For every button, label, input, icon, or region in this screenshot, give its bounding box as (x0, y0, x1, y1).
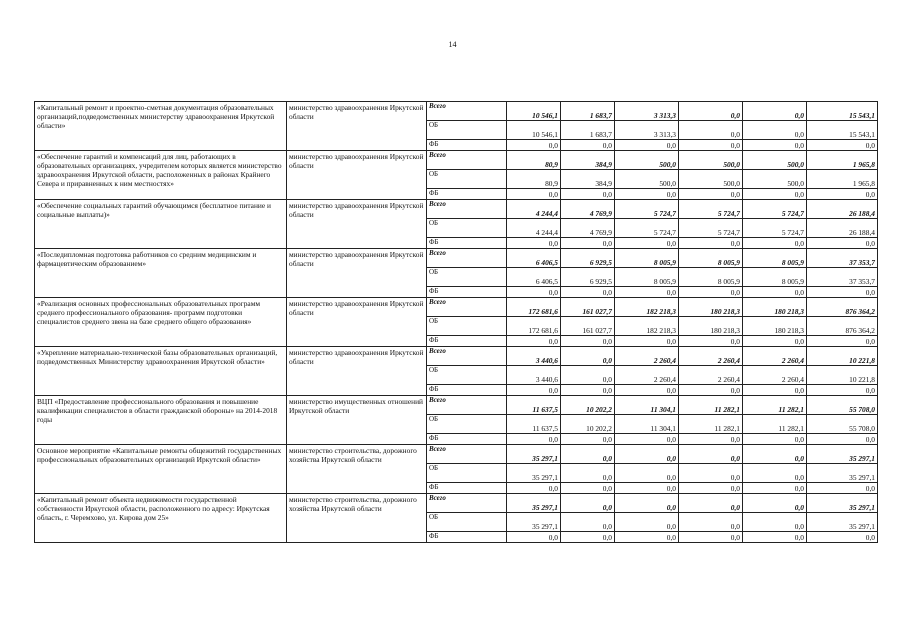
amount-cell-sum: 10 221,8 (807, 347, 878, 366)
amount-cell: 500,0 (743, 151, 807, 170)
activity-name: «Капитальный ремонт и проектно-сметная документация образовательных организаций,подведомственных министерству здравоохранения Иркутской области» (35, 102, 287, 151)
amount-cell: 0,0 (743, 189, 807, 200)
amount-cell: 0,0 (743, 102, 807, 121)
amount-cell: 5 724,7 (615, 200, 679, 219)
amount-cell: 0,0 (615, 140, 679, 151)
executor-name: министерство здравоохранения Иркутской области (287, 298, 427, 347)
amount-cell: 161 027,7 (561, 317, 615, 336)
amount-cell: 0,0 (615, 238, 679, 249)
amount-cell: 11 282,1 (743, 415, 807, 434)
amount-cell: 384,9 (561, 151, 615, 170)
funding-source-label: ОБ (427, 219, 507, 238)
amount-cell: 0,0 (679, 102, 743, 121)
amount-cell: 0,0 (561, 532, 615, 543)
funding-source-label: Всего (427, 396, 507, 415)
funding-source-label: ОБ (427, 121, 507, 140)
activity-name: «Укрепление материально-технической базы образовательных организаций, подведомственных Министерству здравоохранения Иркутской области» (35, 347, 287, 396)
amount-cell: 0,0 (679, 140, 743, 151)
funding-source-label: ОБ (427, 317, 507, 336)
amount-cell: 1 683,7 (561, 102, 615, 121)
amount-cell: 0,0 (615, 494, 679, 513)
table-row-total (35, 396, 878, 415)
amount-cell: 11 304,1 (615, 415, 679, 434)
amount-cell: 4 769,9 (561, 200, 615, 219)
funding-source-label: ФБ (427, 238, 507, 249)
amount-cell: 0,0 (615, 532, 679, 543)
amount-cell: 0,0 (561, 140, 615, 151)
amount-cell: 3 313,3 (615, 102, 679, 121)
amount-cell: 0,0 (561, 287, 615, 298)
amount-cell: 2 260,4 (615, 366, 679, 385)
amount-cell: 5 724,7 (615, 219, 679, 238)
amount-cell: 180 218,3 (743, 317, 807, 336)
amount-cell-sum: 26 188,4 (807, 219, 878, 238)
executor-name: министерство здравоохранения Иркутской области (287, 200, 427, 249)
amount-cell: 0,0 (743, 121, 807, 140)
amount-cell: 4 244,4 (507, 200, 561, 219)
amount-cell: 0,0 (679, 464, 743, 483)
amount-cell-sum: 35 297,1 (807, 464, 878, 483)
amount-cell: 3 440,6 (507, 366, 561, 385)
amount-cell: 0,0 (561, 385, 615, 396)
budget-table (34, 101, 878, 543)
amount-cell: 0,0 (679, 121, 743, 140)
table-row-total (35, 347, 878, 366)
amount-cell: 0,0 (679, 513, 743, 532)
amount-cell: 0,0 (507, 189, 561, 200)
amount-cell: 0,0 (679, 532, 743, 543)
amount-cell: 1 683,7 (561, 121, 615, 140)
amount-cell: 5 724,7 (679, 219, 743, 238)
amount-cell: 0,0 (743, 140, 807, 151)
amount-cell: 172 681,6 (507, 298, 561, 317)
amount-cell: 180 218,3 (679, 298, 743, 317)
activity-name: «Капитальный ремонт объекта недвижимости государственной собственности Иркутской области, расположенного по адресу: Иркутская область, г. Черемхово, ул. Кирова дом 25» (35, 494, 287, 543)
amount-cell: 0,0 (507, 434, 561, 445)
activity-name: Основное мероприятие «Капитальные ремонты общежитий государственных профессиональных образовательных организаций Иркутской области» (35, 445, 287, 494)
table-row-total (35, 151, 878, 170)
activity-name: «Последипломная подготовка работников со средним медицинским и фармацевтическим образованием» (35, 249, 287, 298)
amount-cell: 0,0 (561, 238, 615, 249)
amount-cell: 500,0 (615, 170, 679, 189)
funding-source-label: Всего (427, 494, 507, 513)
activity-name: «Реализация основных профессиональных образовательных программ среднего профессионального образования- программ подготовки специалистов среднего звена на базе среднего общего образования» (35, 298, 287, 347)
funding-source-label: ОБ (427, 268, 507, 287)
amount-cell: 0,0 (561, 434, 615, 445)
amount-cell-sum: 0,0 (807, 238, 878, 249)
amount-cell: 0,0 (561, 366, 615, 385)
amount-cell: 3 313,3 (615, 121, 679, 140)
amount-cell: 0,0 (507, 238, 561, 249)
amount-cell-sum: 0,0 (807, 336, 878, 347)
amount-cell-sum: 37 353,7 (807, 249, 878, 268)
amount-cell: 182 218,3 (615, 317, 679, 336)
amount-cell: 0,0 (679, 336, 743, 347)
amount-cell: 2 260,4 (679, 366, 743, 385)
amount-cell: 11 282,1 (679, 415, 743, 434)
amount-cell-sum: 0,0 (807, 385, 878, 396)
amount-cell: 4 244,4 (507, 219, 561, 238)
amount-cell: 0,0 (743, 336, 807, 347)
amount-cell: 35 297,1 (507, 494, 561, 513)
amount-cell-sum: 55 708,0 (807, 415, 878, 434)
amount-cell: 0,0 (743, 385, 807, 396)
amount-cell: 0,0 (743, 445, 807, 464)
amount-cell: 0,0 (507, 287, 561, 298)
funding-source-label: ФБ (427, 434, 507, 445)
amount-cell-sum: 35 297,1 (807, 445, 878, 464)
amount-cell: 2 260,4 (743, 366, 807, 385)
amount-cell: 182 218,3 (615, 298, 679, 317)
executor-name: министерство здравоохранения Иркутской области (287, 249, 427, 298)
funding-source-label: Всего (427, 200, 507, 219)
amount-cell-sum: 35 297,1 (807, 494, 878, 513)
amount-cell: 0,0 (743, 434, 807, 445)
funding-source-label: ОБ (427, 366, 507, 385)
table-row-total (35, 445, 878, 464)
amount-cell: 0,0 (743, 287, 807, 298)
table-row-total (35, 200, 878, 219)
amount-cell: 0,0 (507, 336, 561, 347)
amount-cell: 35 297,1 (507, 513, 561, 532)
amount-cell-sum: 15 543,1 (807, 102, 878, 121)
funding-source-label: ОБ (427, 513, 507, 532)
amount-cell: 172 681,6 (507, 317, 561, 336)
amount-cell: 0,0 (615, 434, 679, 445)
amount-cell: 11 304,1 (615, 396, 679, 415)
amount-cell-sum: 0,0 (807, 140, 878, 151)
amount-cell: 5 724,7 (743, 219, 807, 238)
amount-cell: 0,0 (679, 238, 743, 249)
amount-cell-sum: 0,0 (807, 483, 878, 494)
amount-cell: 0,0 (615, 189, 679, 200)
executor-name: министерство имущественных отношений Иркутской области (287, 396, 427, 445)
amount-cell: 0,0 (743, 464, 807, 483)
activity-name: «Обеспечение гарантий и компенсаций для лиц, работающих в образовательных организациях, учредителем которых является министерство здравоохранения Иркутской области, расположенных в районах Крайнего Севера и приравненных к ним местностях» (35, 151, 287, 200)
funding-source-label: Всего (427, 151, 507, 170)
funding-source-label: ФБ (427, 189, 507, 200)
amount-cell: 0,0 (743, 532, 807, 543)
amount-cell: 0,0 (561, 483, 615, 494)
amount-cell: 0,0 (615, 483, 679, 494)
funding-source-label: ФБ (427, 385, 507, 396)
funding-source-label: ОБ (427, 170, 507, 189)
funding-source-label: ОБ (427, 464, 507, 483)
amount-cell: 0,0 (561, 464, 615, 483)
amount-cell: 0,0 (679, 445, 743, 464)
amount-cell: 384,9 (561, 170, 615, 189)
funding-source-label: Всего (427, 249, 507, 268)
amount-cell: 35 297,1 (507, 445, 561, 464)
funding-source-label: Всего (427, 102, 507, 121)
executor-name: министерство строительства, дорожного хозяйства Иркутской области (287, 445, 427, 494)
amount-cell: 0,0 (743, 238, 807, 249)
amount-cell: 0,0 (615, 287, 679, 298)
amount-cell: 161 027,7 (561, 298, 615, 317)
amount-cell: 0,0 (679, 287, 743, 298)
amount-cell: 0,0 (743, 513, 807, 532)
page-number: 14 (448, 40, 457, 49)
funding-source-label: ФБ (427, 287, 507, 298)
amount-cell: 8 005,9 (679, 249, 743, 268)
amount-cell: 80,9 (507, 170, 561, 189)
table-row-total (35, 494, 878, 513)
funding-source-label: ФБ (427, 140, 507, 151)
amount-cell-sum: 1 965,8 (807, 170, 878, 189)
amount-cell: 5 724,7 (743, 200, 807, 219)
executor-name: министерство здравоохранения Иркутской области (287, 102, 427, 151)
amount-cell: 500,0 (679, 170, 743, 189)
funding-source-label: Всего (427, 347, 507, 366)
amount-cell: 500,0 (679, 151, 743, 170)
amount-cell: 0,0 (615, 336, 679, 347)
amount-cell: 0,0 (743, 483, 807, 494)
amount-cell: 11 637,5 (507, 415, 561, 434)
amount-cell: 0,0 (561, 445, 615, 464)
amount-cell: 0,0 (507, 483, 561, 494)
amount-cell: 3 440,6 (507, 347, 561, 366)
amount-cell-sum: 0,0 (807, 189, 878, 200)
funding-source-label: Всего (427, 445, 507, 464)
amount-cell: 6 929,5 (561, 268, 615, 287)
table-row-total (35, 249, 878, 268)
amount-cell: 0,0 (679, 385, 743, 396)
amount-cell: 6 406,5 (507, 268, 561, 287)
amount-cell: 0,0 (679, 483, 743, 494)
amount-cell: 500,0 (615, 151, 679, 170)
amount-cell-sum: 0,0 (807, 532, 878, 543)
amount-cell-sum: 0,0 (807, 287, 878, 298)
amount-cell: 11 282,1 (743, 396, 807, 415)
amount-cell: 180 218,3 (743, 298, 807, 317)
funding-source-label: Всего (427, 298, 507, 317)
amount-cell: 8 005,9 (743, 268, 807, 287)
amount-cell-sum: 0,0 (807, 434, 878, 445)
amount-cell: 2 260,4 (679, 347, 743, 366)
amount-cell: 0,0 (561, 336, 615, 347)
executor-name: министерство здравоохранения Иркутской области (287, 347, 427, 396)
amount-cell: 8 005,9 (743, 249, 807, 268)
amount-cell: 8 005,9 (679, 268, 743, 287)
amount-cell-sum: 26 188,4 (807, 200, 878, 219)
amount-cell: 0,0 (561, 494, 615, 513)
amount-cell: 2 260,4 (743, 347, 807, 366)
amount-cell: 6 929,5 (561, 249, 615, 268)
amount-cell: 0,0 (507, 140, 561, 151)
amount-cell: 6 406,5 (507, 249, 561, 268)
amount-cell-sum: 10 221,8 (807, 366, 878, 385)
amount-cell: 0,0 (561, 347, 615, 366)
amount-cell: 0,0 (507, 385, 561, 396)
amount-cell: 10 202,2 (561, 396, 615, 415)
activity-name: ВЦП «Предоставление профессионального образования и повышение квалификации специалистов в области гражданской обороны» на 2014-2018 годы (35, 396, 287, 445)
activity-name: «Обеспечение социальных гарантий обучающимся (бесплатное питание и социальные выплаты)» (35, 200, 287, 249)
amount-cell: 35 297,1 (507, 464, 561, 483)
amount-cell-sum: 1 965,8 (807, 151, 878, 170)
funding-source-label: ФБ (427, 483, 507, 494)
amount-cell: 8 005,9 (615, 249, 679, 268)
amount-cell-sum: 37 353,7 (807, 268, 878, 287)
amount-cell: 5 724,7 (679, 200, 743, 219)
amount-cell-sum: 15 543,1 (807, 121, 878, 140)
funding-source-label: ФБ (427, 532, 507, 543)
table-row-total (35, 298, 878, 317)
amount-cell-sum: 876 364,2 (807, 298, 878, 317)
amount-cell: 0,0 (679, 434, 743, 445)
amount-cell: 0,0 (615, 385, 679, 396)
amount-cell: 4 769,9 (561, 219, 615, 238)
amount-cell-sum: 35 297,1 (807, 513, 878, 532)
amount-cell: 11 282,1 (679, 396, 743, 415)
amount-cell: 0,0 (561, 513, 615, 532)
amount-cell: 80,9 (507, 151, 561, 170)
amount-cell: 0,0 (615, 445, 679, 464)
amount-cell: 10 546,1 (507, 121, 561, 140)
executor-name: министерство строительства, дорожного хозяйства Иркутской области (287, 494, 427, 543)
amount-cell: 2 260,4 (615, 347, 679, 366)
amount-cell-sum: 876 364,2 (807, 317, 878, 336)
amount-cell: 0,0 (507, 532, 561, 543)
amount-cell: 0,0 (679, 189, 743, 200)
executor-name: министерство здравоохранения Иркутской области (287, 151, 427, 200)
amount-cell: 0,0 (743, 494, 807, 513)
amount-cell: 11 637,5 (507, 396, 561, 415)
funding-source-label: ОБ (427, 415, 507, 434)
amount-cell-sum: 55 708,0 (807, 396, 878, 415)
funding-source-label: ФБ (427, 336, 507, 347)
amount-cell: 0,0 (615, 464, 679, 483)
amount-cell: 500,0 (743, 170, 807, 189)
amount-cell: 10 546,1 (507, 102, 561, 121)
amount-cell: 180 218,3 (679, 317, 743, 336)
table-row-total (35, 102, 878, 121)
amount-cell: 10 202,2 (561, 415, 615, 434)
amount-cell: 8 005,9 (615, 268, 679, 287)
amount-cell: 0,0 (615, 513, 679, 532)
amount-cell: 0,0 (561, 189, 615, 200)
amount-cell: 0,0 (679, 494, 743, 513)
